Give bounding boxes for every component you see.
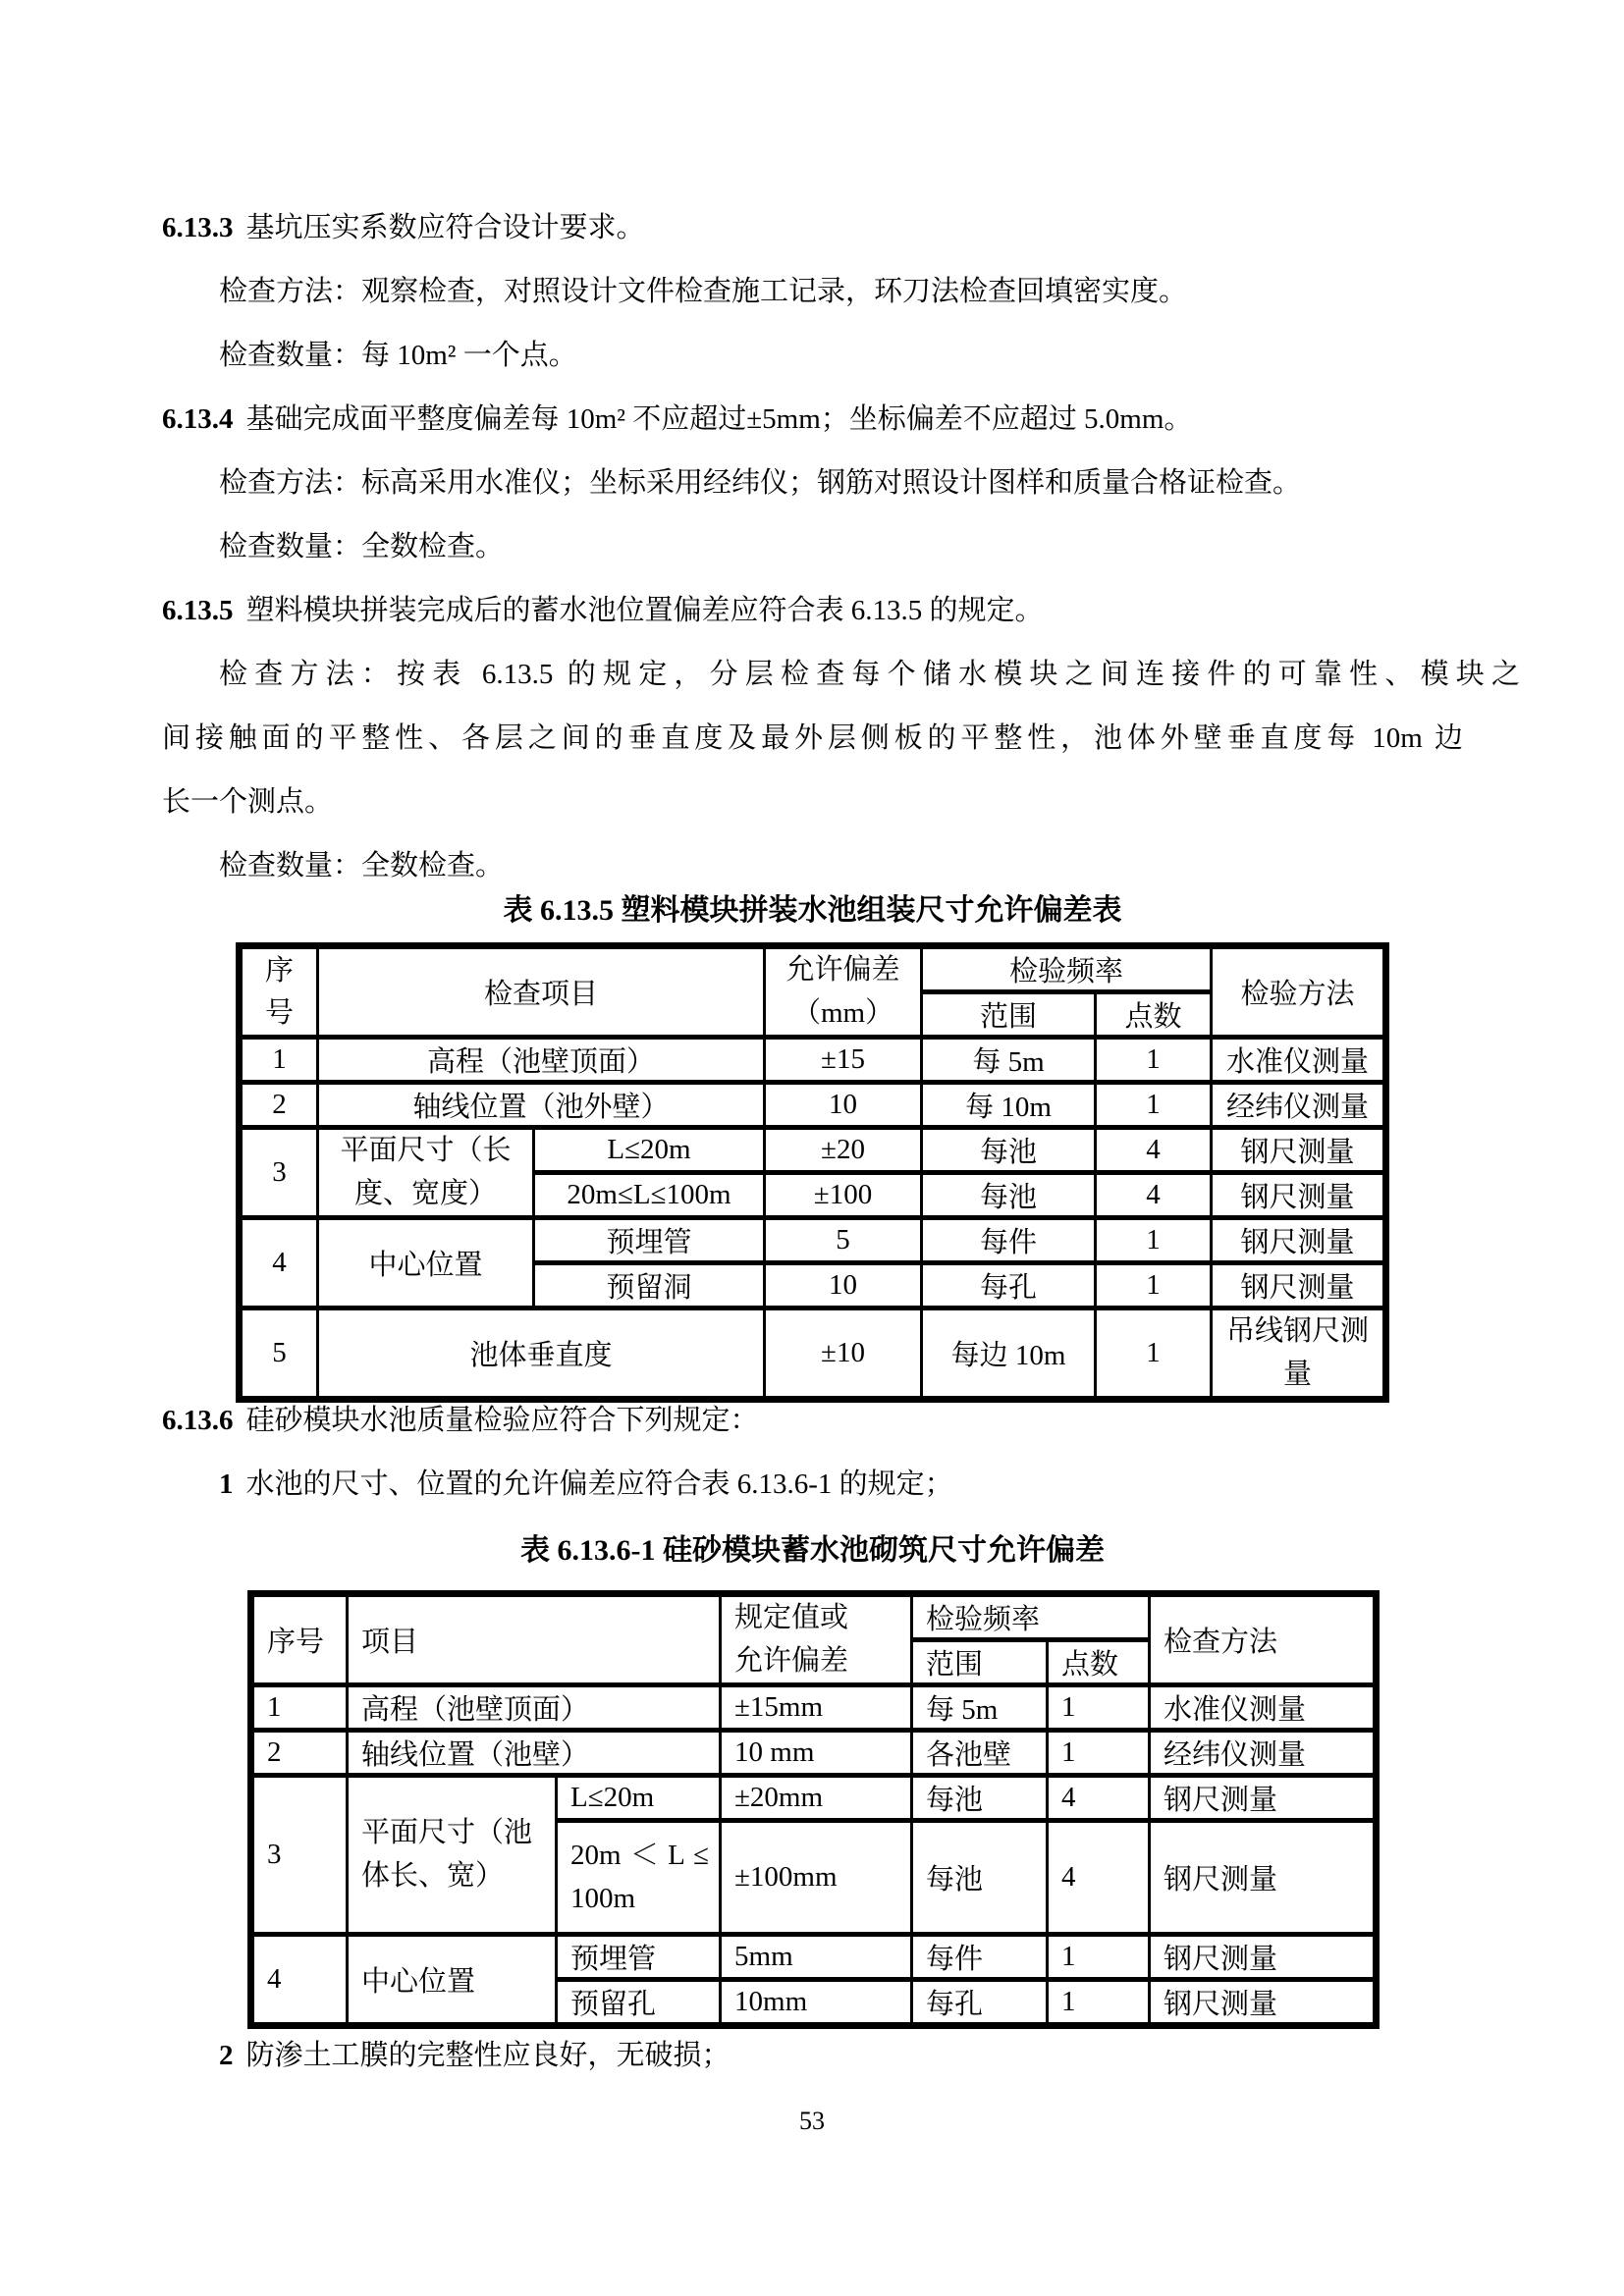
section-text: 基础完成面平整度偏差每 10m² 不应超过±5mm；坐标偏差不应超过 5.0mm。 [245,403,1193,435]
paragraph-6-13-5 [162,579,1463,643]
t1-r3b-sub: 20m≤L≤100m [534,1173,765,1218]
t1-r2-points: 1 [1096,1083,1212,1128]
t2-r2-points: 1 [1048,1731,1150,1776]
t1-r2-range: 每 10m [922,1083,1096,1128]
t2-r4b-points: 1 [1048,1980,1150,2026]
t2-header-no: 序号 [251,1594,348,1685]
t2-r1-points: 1 [1048,1685,1150,1731]
table-row [240,1038,1386,1083]
page-number: 53 [799,2107,825,2135]
t1-header-points: 点数 [1096,992,1212,1038]
t2-r2-item: 轴线位置（池壁） [348,1731,721,1776]
t2-r2-method: 经纬仪测量 [1150,1731,1377,1776]
section-number: 6.13.4 [162,403,234,435]
header-label: 允许偏差 [734,1644,849,1677]
paragraph-text: 检查数量：全数检查。 [219,531,505,562]
t2-r2-range: 各池壁 [912,1731,1048,1776]
t1-r3b-method: 钢尺测量 [1212,1173,1386,1218]
paragraph-check-method [162,260,1520,324]
item-number: 2 [219,2040,234,2071]
t1-r3b-range: 每池 [922,1173,1096,1218]
t2-r1-item: 高程（池壁顶面） [348,1685,721,1731]
section-text: 硅砂模块水池质量检验应符合下列规定： [245,1405,759,1436]
paragraph-item-2 [162,2024,1520,2088]
t1-r1-no: 1 [240,1038,318,1083]
paragraph-check-method-line3 [162,771,1463,834]
table-row [240,1218,1386,1263]
t1-r3b-dev: ±100 [765,1173,922,1218]
paragraph-check-method-line1 [162,643,1520,707]
paragraph-check-quantity [162,515,1520,579]
t2-r3a-range: 每池 [912,1776,1048,1821]
header-label: 序号 [264,955,294,1029]
t2-r1-method: 水准仪测量 [1150,1685,1377,1731]
header-label: 规定值或 [734,1602,849,1633]
paragraph-item-1 [162,1453,1520,1517]
table1-caption: 表 6.13.5 塑料模块拼装水池组装尺寸允许偏差表 [503,894,1122,927]
t2-header-item: 项目 [348,1594,721,1685]
t1-header-item: 检查项目 [318,946,765,1038]
t1-r2-no: 2 [240,1083,318,1128]
t2-r4a-points: 1 [1048,1935,1150,1980]
paragraph-check-method [162,452,1520,515]
t2-r4a-range: 每件 [912,1935,1048,1980]
table-row [240,1128,1386,1173]
t2-header-range: 范围 [912,1640,1048,1685]
t1-r1-method: 水准仪测量 [1212,1038,1386,1083]
paragraph-text: 检查方法：观察检查，对照设计文件检查施工记录，环刀法检查回填密实度。 [219,276,1188,307]
t1-r4a-points: 1 [1096,1218,1212,1263]
t1-r3b-points: 4 [1096,1173,1212,1218]
t1-r1-dev: ±15 [765,1038,922,1083]
t1-r4-no: 4 [240,1218,318,1308]
paragraph-6-13-3 [162,196,1463,260]
t2-r3b-range: 每池 [912,1821,1048,1935]
paragraph-text: 检查数量：全数检查。 [219,850,505,881]
t1-r1-item: 高程（池壁顶面） [318,1038,765,1083]
t2-r1-range: 每 5m [912,1685,1048,1731]
t2-r3a-dev: ±20mm [721,1776,912,1821]
t1-header-no [240,946,318,1038]
t1-r3a-sub: L≤20m [534,1128,765,1173]
t1-r3a-dev: ±20 [765,1128,922,1173]
t2-r3a-method: 钢尺测量 [1150,1776,1377,1821]
t2-r3-item: 平面尺寸（池体长、宽） [348,1776,557,1935]
t1-r4b-dev: 10 [765,1263,922,1308]
section-text: 基坑压实系数应符合设计要求。 [245,212,645,243]
t1-r3a-range: 每池 [922,1128,1096,1173]
paragraph-text: 检查数量：每 10m² 一个点。 [219,340,577,371]
paragraph-text: 检查方法：标高采用水准仪；坐标采用经纬仪；钢筋对照设计图样和质量合格证检查。 [219,467,1302,499]
t2-r2-dev: 10 mm [721,1731,912,1776]
t1-r4a-method: 钢尺测量 [1212,1218,1386,1263]
paragraph-text: 检查方法：按表 6.13.5 的规定，分层检查每个储水模块之间连接件的可靠性、模块之 [219,659,1520,690]
t1-r2-method: 经纬仪测量 [1212,1083,1386,1128]
t2-r3-no: 3 [251,1776,348,1935]
t2-r4b-range: 每孔 [912,1980,1048,2026]
section-number: 6.13.3 [162,212,234,243]
t2-r1-no: 1 [251,1685,348,1731]
t2-header-method: 检查方法 [1150,1594,1377,1685]
t1-r4a-sub: 预埋管 [534,1218,765,1263]
t1-r3a-method: 钢尺测量 [1212,1128,1386,1173]
t1-r2-item: 轴线位置（池外壁） [318,1083,765,1128]
t2-r4-no: 4 [251,1935,348,2026]
t2-r4b-sub: 预留孔 [557,1980,721,2026]
t1-r5-no: 5 [240,1308,318,1400]
table2-caption: 表 6.13.6-1 硅砂模块蓄水池砌筑尺寸允许偏差 [520,1534,1105,1567]
t1-r3a-points: 4 [1096,1128,1212,1173]
t2-r4b-dev: 10mm [721,1980,912,2026]
t2-r2-no: 2 [251,1731,348,1776]
paragraph-text: 间接触面的平整性、各层之间的垂直度及最外层侧板的平整性，池体外壁垂直度每 10m 边 [162,722,1463,754]
t1-r3-no: 3 [240,1128,318,1218]
header-label-unit: （mm） [791,996,894,1029]
t1-r1-points: 1 [1096,1038,1212,1083]
t1-r3-item: 平面尺寸（长度、宽度） [318,1128,534,1218]
table-row [251,1685,1377,1731]
t2-r3b-points: 4 [1048,1821,1150,1935]
t1-r5-item: 池体垂直度 [318,1308,765,1400]
paragraph-check-method-line2 [162,707,1463,771]
table-row [240,1308,1386,1400]
header-label: 允许偏差 [785,954,900,986]
t1-r4b-range: 每孔 [922,1263,1096,1308]
table-row [251,1776,1377,1821]
t2-r4b-method: 钢尺测量 [1150,1980,1377,2026]
t1-r4a-range: 每件 [922,1218,1096,1263]
t1-r4a-dev: 5 [765,1218,922,1263]
t1-r4b-method: 钢尺测量 [1212,1263,1386,1308]
t2-r4-item: 中心位置 [348,1935,557,2026]
table-row [251,1935,1377,1980]
t1-r1-range: 每 5m [922,1038,1096,1083]
section-text: 塑料模块拼装完成后的蓄水池位置偏差应符合表 6.13.5 的规定。 [245,595,1044,626]
t2-header-points: 点数 [1048,1640,1150,1685]
table-6-13-5 [236,942,1389,1403]
t1-header-frequency: 检验频率 [922,946,1212,992]
t1-r5-dev: ±10 [765,1308,922,1400]
table-row [240,1083,1386,1128]
table-row [251,1731,1377,1776]
item-text: 水池的尺寸、位置的允许偏差应符合表 6.13.6-1 的规定； [245,1468,953,1500]
table-6-13-6-1 [247,1590,1380,2029]
t2-header-deviation [721,1594,912,1685]
paragraph-6-13-6 [162,1389,1463,1453]
t1-r4b-points: 1 [1096,1263,1212,1308]
t1-header-range: 范围 [922,992,1096,1038]
t1-header-deviation [765,946,922,1038]
t1-r5-method: 吊线钢尺测量 [1212,1308,1386,1400]
t2-r3b-sub: 20m ＜ L ≤ 100m [557,1821,721,1935]
t1-r4-item: 中心位置 [318,1218,534,1308]
t2-r4a-sub: 预埋管 [557,1935,721,1980]
t2-r4a-dev: 5mm [721,1935,912,1980]
t1-r5-range: 每边 10m [922,1308,1096,1400]
section-number: 6.13.5 [162,595,234,626]
t2-r1-dev: ±15mm [721,1685,912,1731]
paragraph-check-quantity [162,324,1520,388]
paragraph-6-13-4 [162,388,1463,452]
t2-r4a-method: 钢尺测量 [1150,1935,1377,1980]
t2-r3b-dev: ±100mm [721,1821,912,1935]
item-text: 防渗土工膜的完整性应良好，无破损； [245,2040,731,2071]
item-number: 1 [219,1468,234,1500]
t2-header-frequency: 检验频率 [912,1594,1150,1640]
section-number: 6.13.6 [162,1405,234,1436]
t2-r3a-points: 4 [1048,1776,1150,1821]
t1-r4b-sub: 预留洞 [534,1263,765,1308]
t2-r3b-method: 钢尺测量 [1150,1821,1377,1935]
t1-r2-dev: 10 [765,1083,922,1128]
t1-r5-points: 1 [1096,1308,1212,1400]
paragraph-text: 长一个测点。 [162,786,334,818]
t2-r3a-sub: L≤20m [557,1776,721,1821]
t1-header-method: 检验方法 [1212,946,1386,1038]
